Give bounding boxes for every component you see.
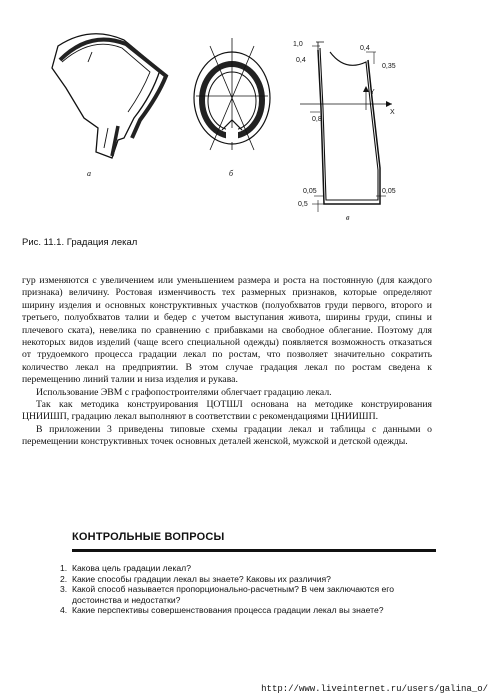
figure-drawing [0, 0, 494, 235]
questions-list [60, 563, 440, 616]
paragraph-3: Так как методика конструирования ЦОТШЛ основана на методике конструирования ЦНИИШП, градацию лекал выполняют в соответствии с рекомендациями ЦНИИШП. [22, 399, 432, 423]
axis-y-label: Y [370, 89, 375, 96]
dim-0-8: 0,8 [312, 116, 322, 123]
diagram-v-panel [300, 42, 392, 212]
paragraph-4: В приложении 3 приведены типовые схемы градации лекал и таблицы с данными о перемещении конструктивных точек основных деталей женской, мужской и детской одежды. [22, 423, 432, 448]
question-item [60, 605, 440, 616]
body-text [22, 275, 432, 449]
question-number: 1. [60, 563, 68, 573]
question-number: 4. [60, 605, 68, 616]
footer-url: http://www.liveinternet.ru/users/galina_o/ [261, 684, 488, 694]
diagram-a-sleeve [52, 34, 166, 158]
label-v: в [346, 213, 350, 222]
question-number: 2. [60, 573, 68, 584]
dim-1-0: 1,0 [293, 41, 303, 48]
question-item [60, 574, 440, 585]
question-number: 3. [60, 584, 68, 595]
dim-0-05-left: 0,05 [303, 188, 317, 195]
dim-0-4-right: 0,4 [360, 45, 370, 52]
section-divider [72, 549, 436, 552]
label-a: а [87, 169, 91, 178]
paragraph-2: Использование ЭВМ с графопостроителями облегчает градацию лекал. [36, 386, 332, 398]
question-item [60, 584, 440, 605]
question-text: Какова цель градации лекал? [72, 563, 191, 573]
dim-0-35: 0,35 [382, 63, 396, 70]
diagram-b-armhole [194, 38, 270, 150]
question-text: Какой способ называется пропорционально-расчетным? В чем заключаются его достоинства и недостатки? [72, 584, 394, 605]
question-text: Какие перспективы совершенствования процесса градации лекал вы знаете? [72, 605, 384, 616]
dim-0-05-right: 0,05 [382, 188, 396, 195]
question-text: Какие способы градации лекал вы знаете? Каковы их различия? [72, 573, 331, 584]
dim-0-4-left: 0,4 [296, 57, 306, 64]
paragraph-1: гур изменяются с увеличением или уменьшением размера и роста на постоянную (для каждого признака) величину. Ростовая изменчивость тех размерных признаков, которые определяют ширину изделия и основных конструктивных участков (полуобхватов груди первого, второго и третьего, полуобхватов талии и бедер с учетом выступания живота, ширины груди, спины и плечевого ската), невелика по сравнению с прибавками на свободное облегание. Поэтому для некоторых видов изделий (чаще всего специальной одежды) появляется возможность отказаться от трудоемкого процесса градации лекал по ростам, что позволяет значительно сократить количество лекал на предприятии. В этом случае градация лекал по ростам сведена к перемещению линий талии и низа изделия и рукава. [22, 275, 432, 386]
section-title: КОНТРОЛЬНЫЕ ВОПРОСЫ [72, 531, 225, 543]
dim-0-5: 0,5 [298, 201, 308, 208]
axis-x-label: X [390, 109, 395, 116]
figure-grading-patterns [0, 0, 494, 235]
question-item [60, 563, 440, 574]
figure-caption: Рис. 11.1. Градация лекал [22, 237, 138, 248]
label-b: б [229, 169, 234, 178]
